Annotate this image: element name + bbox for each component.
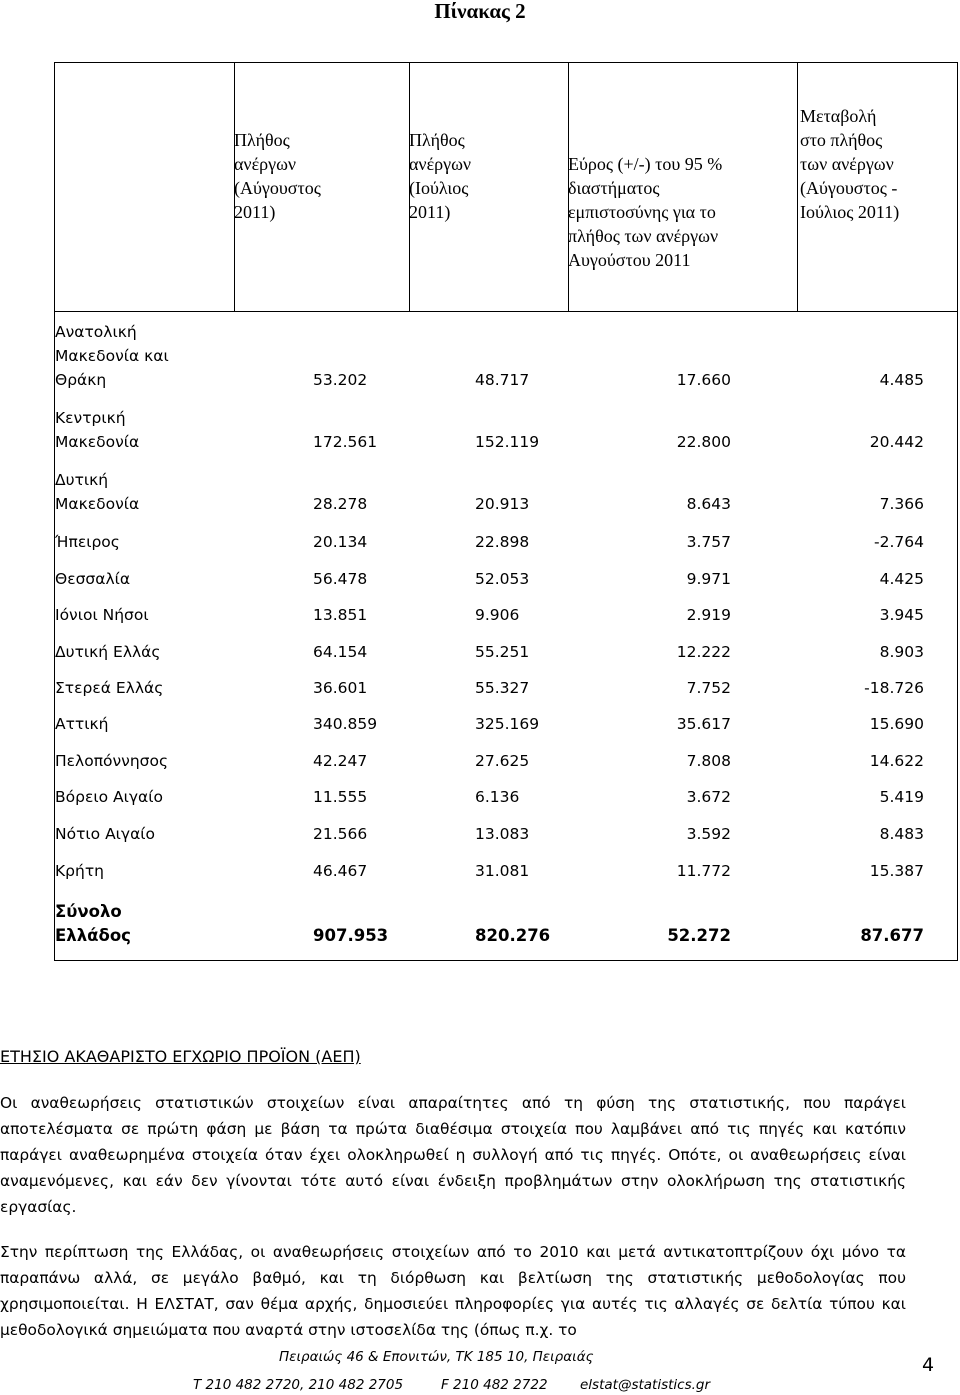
- aug-value: 36.601: [313, 679, 368, 697]
- header-line: πλήθος των ανέργων: [568, 226, 719, 246]
- footer-email[interactable]: elstat@statistics.gr: [580, 1377, 711, 1393]
- ci-value: 22.800: [676, 433, 731, 451]
- header-line: (Αύγουστος -: [800, 178, 898, 198]
- change-value: 14.622: [869, 752, 924, 770]
- region-label: Δυτική Ελλάς: [55, 643, 161, 661]
- jul-value: 22.898: [475, 533, 530, 551]
- header-line: ανέργων: [234, 154, 297, 174]
- column-header-1: [234, 128, 404, 224]
- ci-value: 7.808: [686, 752, 731, 770]
- change-value: -2.764: [874, 533, 924, 551]
- aug-value: 340.859: [313, 715, 378, 733]
- footer-phone: Τ 210 482 2720, 210 482 2705: [193, 1377, 404, 1393]
- jul-value: 9.906: [475, 606, 520, 624]
- ci-value: 9.971: [686, 570, 731, 588]
- region-label: Σύνολο Ελλάδος: [55, 902, 131, 945]
- table-row: [55, 567, 957, 591]
- header-line: των ανέργων: [800, 154, 894, 174]
- jul-value: 325.169: [475, 715, 540, 733]
- region-label: Θεσσαλία: [55, 570, 131, 588]
- region-label: Βόρειο Αιγαίο: [55, 788, 163, 806]
- table-row: [55, 323, 957, 392]
- header-line: Πλήθος: [409, 130, 465, 150]
- ci-value: 2.919: [686, 606, 731, 624]
- jul-value: 55.251: [475, 643, 530, 661]
- aug-value: 56.478: [313, 570, 368, 588]
- header-line: (Αύγουστος: [234, 178, 321, 198]
- page-title: Πίνακας 2: [434, 0, 526, 23]
- header-line: ανέργων: [409, 154, 472, 174]
- aug-value: 13.851: [313, 606, 368, 624]
- ci-value: 7.752: [686, 679, 731, 697]
- change-value: 8.903: [879, 643, 924, 661]
- table-row: [55, 749, 957, 773]
- unemployment-table: [54, 62, 958, 961]
- ci-value: 52.272: [667, 926, 731, 945]
- footer-fax: F 210 482 2722: [441, 1377, 548, 1393]
- jul-value: 55.327: [475, 679, 530, 697]
- jul-value: 820.276: [475, 926, 551, 945]
- header-line: εμπιστοσύνης για το: [568, 202, 716, 222]
- column-header-3: [568, 152, 793, 272]
- footer-address: Πειραιώς 46 & Επονιτών, ΤΚ 185 10, Πειραιάς: [279, 1349, 594, 1365]
- table-row: [55, 409, 957, 454]
- change-value: 3.945: [879, 606, 924, 624]
- header-line: (Ιούλιος: [409, 178, 469, 198]
- table-row: [55, 471, 957, 516]
- region-label: Αττική: [55, 715, 109, 733]
- jul-value: 27.625: [475, 752, 530, 770]
- jul-value: 13.083: [475, 825, 530, 843]
- table-total-row: [55, 902, 957, 948]
- ci-value: 8.643: [686, 495, 731, 513]
- header-line: Πλήθος: [234, 130, 290, 150]
- region-label: Κρήτη: [55, 862, 104, 880]
- table-row: [55, 640, 957, 664]
- header-line: στο πλήθος: [800, 130, 883, 150]
- change-value: 15.690: [869, 715, 924, 733]
- change-value: -18.726: [864, 679, 924, 697]
- header-line: 2011): [234, 202, 276, 222]
- jul-value: 52.053: [475, 570, 530, 588]
- table-row: [55, 712, 957, 736]
- column-header-4: [800, 104, 960, 224]
- header-line: Ιούλιος 2011): [800, 202, 900, 222]
- aug-value: 64.154: [313, 643, 368, 661]
- aug-value: 53.202: [313, 371, 368, 389]
- aug-value: 907.953: [313, 926, 389, 945]
- aug-value: 172.561: [313, 433, 378, 451]
- aug-value: 21.566: [313, 825, 368, 843]
- header-line: Αυγούστου 2011: [568, 250, 691, 270]
- change-value: 20.442: [869, 433, 924, 451]
- ci-value: 3.672: [686, 788, 731, 806]
- header-line: 2011): [409, 202, 451, 222]
- header-line: Εύρος (+/-) του 95 %: [568, 154, 723, 174]
- change-value: 4.485: [879, 371, 924, 389]
- table-row: [55, 785, 957, 809]
- change-value: 5.419: [879, 788, 924, 806]
- table-row: [55, 676, 957, 700]
- page-number: 4: [922, 1354, 935, 1376]
- region-label: Πελοπόννησος: [55, 752, 169, 770]
- aug-value: 11.555: [313, 788, 368, 806]
- column-header-2: [409, 128, 559, 224]
- ci-value: 3.592: [686, 825, 731, 843]
- aug-value: 42.247: [313, 752, 368, 770]
- ci-value: 35.617: [676, 715, 731, 733]
- header-line: Μεταβολή: [800, 106, 877, 126]
- region-label: Ανατολική Μακεδονία και Θράκη: [55, 323, 169, 389]
- aug-value: 20.134: [313, 533, 368, 551]
- paragraph-greece-case: Στην περίπτωση της Ελλάδας, οι αναθεωρήσεις στοιχείων από το 2010 και μετά αντικατοπτρίζουν όχι μόνο τα παραπάνω αλλά, σε μεγάλο βαθμό, και τη διόρθωση και βελτίωση της στατιστικής μεθοδολογίας που χρησιμοποιείται. Η ΕΛΣΤΑΤ, σαν θέμα αρχής, δημοσιεύει πληροφορίες για αυτές τις αλλαγές σε δελτία τύπου και μεθοδολογικά σημειώματα που αναρτά στην ιστοσελίδα της (όπως π.χ. το: [0, 1243, 906, 1339]
- jul-value: 6.136: [475, 788, 520, 806]
- change-value: 15.387: [869, 862, 924, 880]
- aug-value: 28.278: [313, 495, 368, 513]
- ci-value: 3.757: [686, 533, 731, 551]
- jul-value: 20.913: [475, 495, 530, 513]
- table-row: [55, 530, 957, 554]
- region-label: Δυτική Μακεδονία: [55, 471, 140, 513]
- ci-value: 11.772: [676, 862, 731, 880]
- jul-value: 31.081: [475, 862, 530, 880]
- table-row: [55, 603, 957, 627]
- change-value: 7.366: [879, 495, 924, 513]
- paragraph-revisions: Οι αναθεωρήσεις στατιστικών στοιχείων είναι απαραίτητες από τη φύση της στατιστικής, που παράγει αποτελέσματα σε πρώτη φάση με βάση τα πρώτα διαθέσιμα στοιχεία που λαμβάνει από τις πηγές και κατόπιν παράγει αναθεωρημένα στοιχεία όταν έχει ολοκληρωθεί η συλλογή από τις πηγές. Οπότε, οι αναθεωρήσεις είναι αναμενόμενες, και εάν δεν γίνονται τότε αυτό είναι ένδειξη προβλημάτων στην ολοκλήρωση της στατιστικής εργασίας.: [0, 1094, 906, 1216]
- region-label: Κεντρική Μακεδονία: [55, 409, 140, 451]
- table-row: [55, 822, 957, 846]
- header-line: διαστήματος: [568, 178, 660, 198]
- region-label: Στερεά Ελλάς: [55, 679, 164, 697]
- change-value: 8.483: [879, 825, 924, 843]
- aug-value: 46.467: [313, 862, 368, 880]
- region-label: Ιόνιοι Νήσοι: [55, 606, 149, 624]
- table-row: [55, 859, 957, 883]
- region-label: Νότιο Αιγαίο: [55, 825, 156, 843]
- ci-value: 12.222: [676, 643, 731, 661]
- region-label: Ήπειρος: [55, 533, 120, 551]
- section-title: ΕΤΗΣΙΟ ΑΚΑΘΑΡΙΣΤΟ ΕΓΧΩΡΙΟ ΠΡΟΪΟΝ (ΑΕΠ): [0, 1047, 361, 1066]
- change-value: 4.425: [879, 570, 924, 588]
- ci-value: 17.660: [676, 371, 731, 389]
- jul-value: 152.119: [475, 433, 540, 451]
- change-value: 87.677: [860, 926, 924, 945]
- jul-value: 48.717: [475, 371, 530, 389]
